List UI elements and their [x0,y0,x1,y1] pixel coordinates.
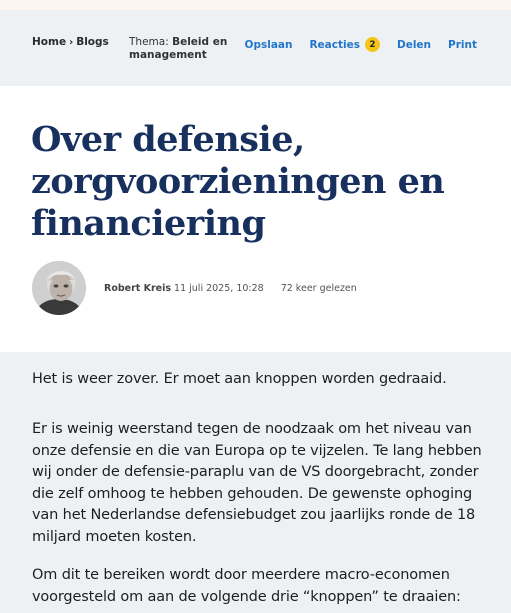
breadcrumb-blogs[interactable]: Blogs [76,36,109,48]
save-button[interactable]: Opslaan [244,38,293,51]
publish-date: 11 juli 2025, 10:28 [174,283,264,294]
article-paragraph: Er is weinig weerstand tegen de noodzaak om het niveau van onze defensie en die van Europa op te vijzelen. Te lang hebben wij onder de defensie-paraplu van de VS doorgebracht, zonder die zelf omhoog te hebben gehouden. De gewenste ophoging van het Nederlandse defensiebudget zou jaarlijks ronde de 18 miljard moeten kosten. [32,421,482,545]
reactions-label: Reacties [309,38,360,51]
article-paragraph: Om dit te bereiken wordt door meerdere macro-economen voorgesteld om aan de volgende drie “knoppen” te draaien: [32,567,461,605]
author-row [32,261,492,319]
reactions-button[interactable] [309,37,380,52]
article-meta [104,283,357,294]
reactions-count-badge: 2 [365,37,380,52]
print-button[interactable]: Print [448,38,477,51]
avatar-portrait-icon [32,261,86,315]
article-paragraph: Het is weer zover. Er moet aan knoppen worden gedraaid. [32,371,447,387]
top-strip [0,0,511,10]
share-button[interactable]: Delen [396,38,432,51]
theme-link[interactable]: Beleid en management [129,36,228,61]
view-count: 72 keer gelezen [280,283,357,294]
article-title: Over defensie, zorgvoorzieningen en financiering [31,119,445,244]
article-actions [245,37,477,52]
breadcrumb [32,36,109,48]
author-avatar[interactable] [32,261,86,315]
breadcrumb-home[interactable]: Home [32,36,67,48]
theme-label: Thema: [129,36,169,48]
article-body [0,352,511,613]
author-name[interactable]: Robert Kreis [104,283,172,294]
theme-tag [129,36,249,62]
breadcrumb-separator: › [69,36,74,48]
